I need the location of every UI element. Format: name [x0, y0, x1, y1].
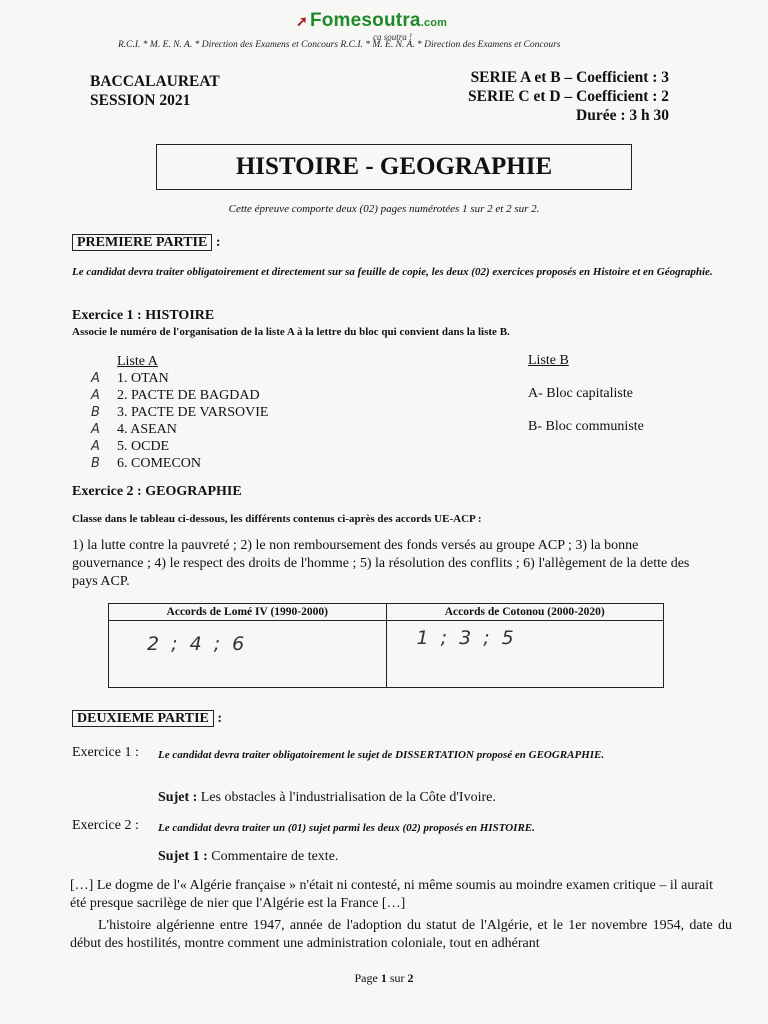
exam-info [90, 72, 220, 110]
hand-answer: A [91, 422, 100, 437]
liste-b-title: Liste B [528, 353, 569, 368]
liste-a-item: 3. PACTE DE VARSOVIE [117, 405, 269, 420]
exam-level: BACCALAUREAT [90, 73, 220, 90]
subject-title: HISTOIRE - GEOGRAPHIE [156, 144, 632, 190]
ex1-instruction: Associe le numéro de l'organisation de la liste A à la lettre du bloc qui convient dans la liste B. [72, 326, 510, 338]
table-cell [109, 621, 387, 688]
serie-info [468, 68, 669, 125]
ex2-instruction: Classe dans le tableau ci-dessous, les différents contenus ci-après des accords UE-ACP : [72, 513, 482, 525]
serie-ab: SERIE A et B – Coefficient : 3 [470, 69, 670, 86]
table-header-row [109, 604, 664, 621]
liste-b-item: B- Bloc communiste [528, 419, 644, 434]
liste-a [117, 353, 268, 472]
ex2-heading: Exercice 2 : GEOGRAPHIE [72, 484, 242, 499]
part1-instruction: Le candidat devra traiter obligatoirement et directement sur sa feuille de copie, les deux (02) exercices proposés en Histoire et en Géographie. [72, 266, 713, 278]
liste-a-item: 1. OTAN [117, 371, 169, 386]
liste-b-item: A- Bloc capitaliste [528, 386, 633, 401]
ex2-items: 1) la lutte contre la pauvreté ; 2) le non remboursement des fonds versés au groupe ACP ; 3) la bonne gouvernance ; 4) le respect des droits de l'homme ; 5) la résolution des conflits ; 6) l'allègement de la dette des pays ACP. [72, 538, 690, 589]
p2ex2-label: Exercice 2 : [72, 818, 139, 833]
logo-tagline: ça soutra ! [373, 32, 412, 42]
liste-a-item: 6. COMECON [117, 456, 202, 471]
table-header: Accords de Lomé IV (1990-2000) [109, 604, 387, 621]
serie-cd: SERIE C et D – Coefficient : 2 [468, 88, 670, 105]
hand-answer: A [91, 371, 100, 386]
ministry-header: R.C.I. * M. E. N. A. * Direction des Examens et Concours R.C.I. * M. E. N. A. * Direction des Examens et Concours [118, 40, 561, 50]
part2-heading: DEUXIEME PARTIE : [72, 711, 222, 727]
p2ex1-label: Exercice 1 : [72, 745, 139, 760]
accords-table [108, 603, 664, 688]
handwritten-answers [91, 370, 100, 472]
table-header: Accords de Cotonou (2000-2020) [386, 604, 664, 621]
table-cell [386, 621, 664, 688]
liste-a-item: 4. ASEAN [117, 422, 177, 437]
exam-session: SESSION 2021 [90, 92, 191, 109]
page-number: Page 1 sur 2 [354, 971, 414, 985]
liste-a-item: 2. PACTE DE BAGDAD [117, 388, 260, 403]
p2ex2-sujet: Sujet 1 : Commentaire de texte. [158, 849, 339, 864]
hand-answer: A [91, 439, 100, 454]
pages-note: Cette épreuve comporte deux (02) pages numérotées 1 sur 2 et 2 sur 2. [228, 203, 540, 215]
duration: Durée : 3 h 30 [576, 107, 670, 124]
text-paragraph: L'histoire algérienne entre 1947, année de l'adoption du statut de l'Algérie, et le 1er novembre 1954, date du début des hostilités, montre comment une administration coloniale, tout en adhérant [70, 918, 732, 951]
p2ex2-instruction: Le candidat devra traiter un (01) sujet parmi les deux (02) proposés en HISTOIRE. [158, 822, 535, 834]
ex1-heading: Exercice 1 : HISTOIRE [72, 308, 215, 323]
liste-a-item: 5. OCDE [117, 439, 170, 454]
hand-answer: B [91, 456, 100, 471]
liste-a-title: Liste A [117, 354, 158, 369]
part1-title: PREMIERE PARTIE [72, 234, 212, 251]
p2ex1-instruction: Le candidat devra traiter obligatoirement le sujet de DISSERTATION proposé en GEOGRAPHIE. [158, 749, 605, 761]
site-logo[interactable]: ➚ Fomesoutra.com [296, 10, 448, 31]
text-paragraph: […] Le dogme de l'« Algérie française » n'était ni contesté, ni même soumis au moindre examen critique – il aurait été presque sacrilège de nier que l'Algérie est la France […] [70, 878, 714, 911]
part2-title: DEUXIEME PARTIE [72, 710, 214, 727]
part1-heading: PREMIERE PARTIE : [72, 235, 221, 251]
hand-answer: A [91, 388, 100, 403]
logo-arrow-icon: ➚ [296, 13, 308, 29]
hand-answer: B [91, 405, 100, 420]
handwritten-answer: 1 ; 3 ; 5 [416, 627, 517, 649]
handwritten-answer: 2 ; 4 ; 6 [147, 633, 248, 655]
table-row [109, 621, 664, 688]
p2ex1-sujet: Sujet : Les obstacles à l'industrialisation de la Côte d'Ivoire. [158, 790, 496, 805]
